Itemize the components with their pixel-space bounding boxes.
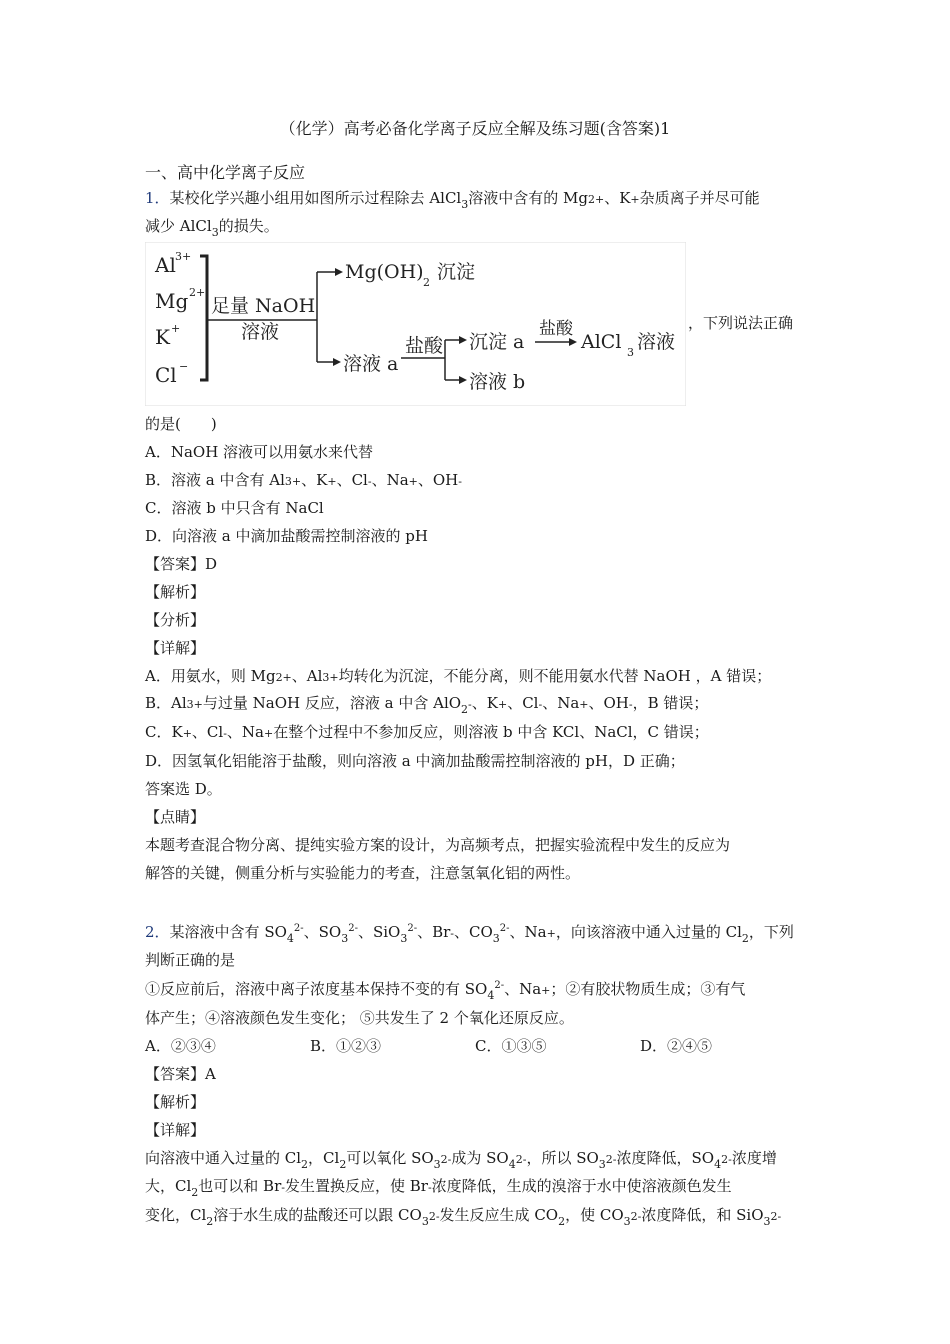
q1-stem-line-3: ，下列说法正确: [688, 314, 794, 332]
section-heading: 一、高中化学离子反应: [145, 163, 306, 182]
reagent-hcl-1: 盐酸: [405, 335, 444, 357]
q2-detail-line-3: 变化，$Cl_2$溶于水生成的盐酸还可以跟 $CO_32-$发生反应生成 $CO_2$，使 $CO_32-$浓度降低，和 SiO$_3$2-: [145, 1206, 782, 1228]
alcl3-subscript: 3: [627, 346, 634, 359]
ion-k: K: [155, 325, 170, 349]
product-alcl3-solution: 溶液: [637, 331, 676, 353]
q2-option-d: D．②④⑤: [640, 1037, 713, 1055]
q2-detail-line-2: 大，$Cl_2$也可以和 Br-发生置换反应，使 Br-浓度降低，生成的溴溶于水中使溶液颜色发生: [145, 1177, 732, 1199]
q1-comment-line-1: 本题考查混合物分离、提纯实验方案的设计，为高频考点，把握实验流程中发生的反应为: [145, 836, 731, 854]
q1-option-a: A．NaOH 溶液可以用氨水来代替: [145, 443, 374, 461]
q1-option-d: D．向溶液 a 中滴加盐酸需控制溶液的 pH: [145, 527, 428, 545]
precip-a: 沉淀 a: [469, 331, 525, 353]
ion-cl-charge: −: [179, 360, 189, 373]
q1-jiexi-heading: 【解析】: [145, 583, 206, 601]
product-precip-label: 沉淀: [437, 261, 476, 283]
q1-detail-b: B．Al3+与过量 NaOH 反应，溶液 a 中含 AlO$_2$-、K+、Cl-、Na+、OH-，B 错误；: [145, 694, 709, 716]
ion-k-charge: +: [171, 322, 181, 335]
document-title: （化学）高考必备化学离子反应全解及练习题(含答案)1: [279, 119, 671, 138]
q2-jiexi-heading: 【解析】: [145, 1093, 206, 1111]
q1-detail-c: C．K+、Cl-、Na+在整个过程中不参加反应，则溶液 b 中含 KCl、NaCl，C 错误；: [145, 723, 709, 741]
ion-cl: Cl: [155, 363, 177, 387]
q1-xiangjie-heading: 【详解】: [145, 639, 206, 657]
q1-stem-line-1: 1．某校化学兴趣小组用如图所示过程除去 AlCl$_3$溶液中含有的 Mg2+、K+杂质离子并尽可能: [145, 189, 760, 211]
q2-number: 2．: [145, 923, 170, 941]
ion-mg: Mg: [155, 289, 189, 313]
q1-answer: 【答案】D: [145, 555, 218, 573]
ion-al: Al: [155, 253, 176, 277]
q1-detail-final: 答案选 D。: [145, 780, 222, 798]
q1-dianjing-heading: 【点睛】: [145, 808, 206, 826]
ion-al-charge: 3+: [175, 250, 192, 263]
q1-option-b: B．溶液 a 中含有 Al3+、K+、Cl-、Na+、OH-: [145, 471, 462, 489]
q2-stem-line-1: 2．某溶液中含有 $SO_4^{2-}$、$SO_3^{2-}$、SiO$_3^{2-}$、Br-、$CO_3^{2-}$、Na+，向该溶液中通入过量的 $Cl_2$，下列: [145, 923, 794, 945]
q1-detail-a: A．用氨水，则 Mg2+、Al3+均转化为沉淀，不能分离，则不能用氨水代替 NaOH ，A 错误；: [145, 667, 772, 685]
q1-option-c: C．溶液 b 中只含有 NaCl: [145, 499, 324, 517]
q1-number: 1．: [145, 189, 170, 207]
q1-detail-d: D．因氢氧化铝能溶于盐酸，则向溶液 a 中滴加盐酸需控制溶液的 pH，D 正确；: [145, 752, 685, 770]
solution-a: 溶液 a: [343, 353, 399, 375]
reagent-naoh: 足量 NaOH: [211, 295, 316, 317]
q1-fenxi-heading: 【分析】: [145, 611, 206, 629]
q2-statement-line-2: 体产生；④溶液颜色发生变化； ⑤共发生了 2 个氧化还原反应。: [145, 1009, 574, 1027]
product-mgoh2: Mg(OH): [345, 261, 424, 283]
reagent-naoh-solution: 溶液: [241, 321, 280, 343]
product-alcl3: AlCl: [581, 331, 622, 353]
mgoh2-subscript: 2: [423, 276, 430, 289]
q2-stem-line-2: 判断正确的是: [145, 951, 236, 969]
q2-option-b: B．①②③: [310, 1037, 382, 1055]
q2-option-a: A．②③④: [145, 1037, 216, 1055]
q1-stem-line-2: 减少 AlCl$_3$的损失。: [145, 217, 279, 239]
q2-statement-line-1: ①反应前后，溶液中离子浓度基本保持不变的有 $SO_4^{2-}$、Na+；②有胶状物质生成；③有气: [145, 980, 746, 1002]
ion-mg-charge: 2+: [189, 286, 206, 299]
reagent-hcl-2: 盐酸: [539, 319, 573, 339]
solution-b: 溶液 b: [469, 371, 526, 393]
q2-options: [145, 1036, 712, 1056]
separation-flow-diagram: [145, 242, 686, 406]
q1-stem-line-4: 的是( ): [145, 415, 217, 433]
q2-option-c: C．①③⑤: [475, 1037, 547, 1055]
q1-comment-line-2: 解答的关键，侧重分析与实验能力的考查，注意氢氧化铝的两性。: [145, 864, 581, 882]
q2-xiangjie-heading: 【详解】: [145, 1121, 206, 1139]
q2-detail-line-1: 向溶液中通入过量的 $Cl_2$，$Cl_2$可以氧化 $SO_32-$成为 $SO_42-$，所以 $SO_32-$浓度降低，$SO_42-$浓度增: [145, 1149, 777, 1171]
q2-answer: 【答案】A: [145, 1065, 216, 1083]
